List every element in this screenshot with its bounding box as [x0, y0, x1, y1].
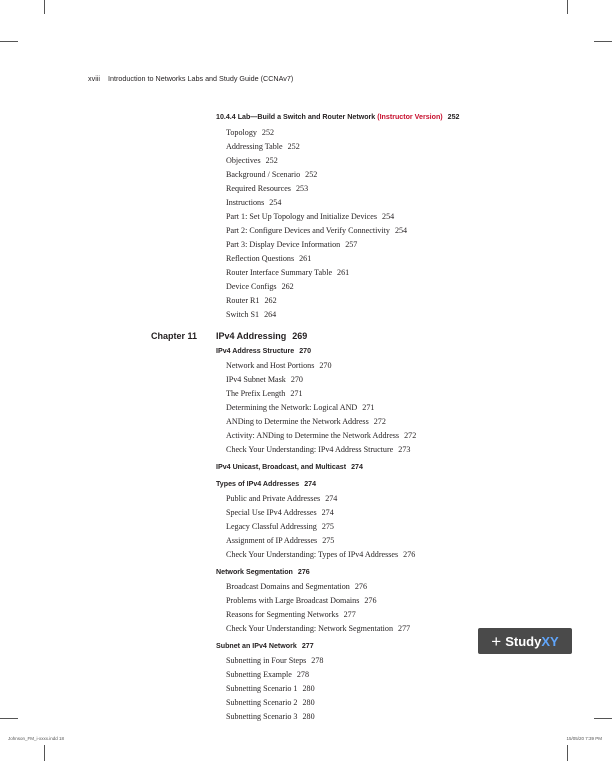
crop-mark: [594, 718, 612, 719]
toc-item[interactable]: Device Configs 262: [226, 282, 294, 291]
crop-mark: [567, 745, 568, 761]
toc-item[interactable]: Problems with Large Broadcast Domains 276: [226, 596, 377, 605]
toc-item[interactable]: Subnetting Example 278: [226, 670, 310, 679]
toc-item[interactable]: Reasons for Segmenting Networks 277: [226, 610, 356, 619]
toc-item[interactable]: Determining the Network: Logical AND 271: [226, 403, 375, 412]
instructor-version-tag: (Instructor Version): [377, 113, 443, 121]
toc-item[interactable]: Subnetting Scenario 2 280: [226, 698, 315, 707]
toc-item[interactable]: Background / Scenario 252: [226, 170, 318, 179]
toc-item[interactable]: The Prefix Length 271: [226, 389, 303, 398]
crop-mark: [0, 41, 18, 42]
toc-page-number: 252: [447, 113, 460, 121]
toc-section[interactable]: Subnet an IPv4 Network 277: [216, 642, 314, 650]
toc-item[interactable]: Router R1 262: [226, 296, 277, 305]
toc-page-number: 269: [292, 331, 308, 341]
toc-section-title: 10.4.4 Lab—Build a Switch and Router Network: [216, 113, 378, 121]
toc-item[interactable]: Part 1: Set Up Topology and Initialize Devices 254: [226, 212, 395, 221]
toc-item[interactable]: Subnetting Scenario 1 280: [226, 684, 315, 693]
toc-item[interactable]: IPv4 Subnet Mask 270: [226, 375, 303, 384]
toc-item[interactable]: Router Interface Summary Table 261: [226, 268, 350, 277]
toc-item[interactable]: Topology 252: [226, 128, 275, 137]
crop-mark: [44, 0, 45, 14]
toc-item[interactable]: Check Your Understanding: Types of IPv4 Addresses 276: [226, 550, 416, 559]
chapter-title[interactable]: IPv4 Addressing 269: [216, 331, 308, 341]
toc-item[interactable]: Part 3: Display Device Information 257: [226, 240, 358, 249]
toc-item[interactable]: Check Your Understanding: Network Segmentation 277: [226, 624, 411, 633]
toc-item[interactable]: Addressing Table 252: [226, 142, 300, 151]
toc-section[interactable]: IPv4 Address Structure 270: [216, 347, 312, 355]
toc-item[interactable]: Subnetting in Four Steps 278: [226, 656, 324, 665]
toc-item[interactable]: Instructions 254: [226, 198, 282, 207]
crop-mark: [44, 745, 45, 761]
toc-item[interactable]: Check Your Understanding: IPv4 Address Structure 273: [226, 445, 411, 454]
crop-mark: [567, 0, 568, 14]
toc-item[interactable]: Required Resources 253: [226, 184, 309, 193]
toc-item[interactable]: Part 2: Configure Devices and Verify Connectivity 254: [226, 226, 408, 235]
toc-item[interactable]: Broadcast Domains and Segmentation 276: [226, 582, 367, 591]
running-head: [88, 74, 293, 83]
toc-item[interactable]: Network and Host Portions 270: [226, 361, 332, 370]
toc-item[interactable]: Subnetting Scenario 3 280: [226, 712, 315, 721]
crop-mark: [0, 718, 18, 719]
toc-section[interactable]: Types of IPv4 Addresses 274: [216, 480, 317, 488]
print-slug-file: Johnson_FM_i-xxxx.indd 18: [8, 736, 65, 741]
plus-icon: +: [491, 631, 502, 651]
toc-item[interactable]: Assignment of IP Addresses 275: [226, 536, 335, 545]
print-slug-date: 15/05/20 7:39 PM: [566, 736, 602, 741]
toc-section[interactable]: IPv4 Unicast, Broadcast, and Multicast 274: [216, 463, 363, 471]
toc-section-lab[interactable]: [216, 113, 460, 121]
toc-item[interactable]: Activity: ANDing to Determine the Network Address 272: [226, 431, 417, 440]
studyxy-watermark-logo: + Study XY: [478, 628, 572, 654]
toc-item[interactable]: Objectives 252: [226, 156, 278, 165]
crop-mark: [594, 41, 612, 42]
toc-item[interactable]: Public and Private Addresses 274: [226, 494, 338, 503]
toc-item[interactable]: Legacy Classful Addressing 275: [226, 522, 334, 531]
chapter-label: Chapter 11: [151, 331, 198, 341]
running-head-title: Introduction to Networks Labs and Study Guide (CCNAv7): [107, 74, 294, 83]
toc-item[interactable]: ANDing to Determine the Network Address 272: [226, 417, 386, 426]
toc-item[interactable]: Special Use IPv4 Addresses 274: [226, 508, 334, 517]
toc-item[interactable]: Reflection Questions 261: [226, 254, 312, 263]
page-folio: xviii: [88, 74, 100, 83]
toc-item[interactable]: Switch S1 264: [226, 310, 277, 319]
toc-section[interactable]: Network Segmentation 276: [216, 568, 310, 576]
